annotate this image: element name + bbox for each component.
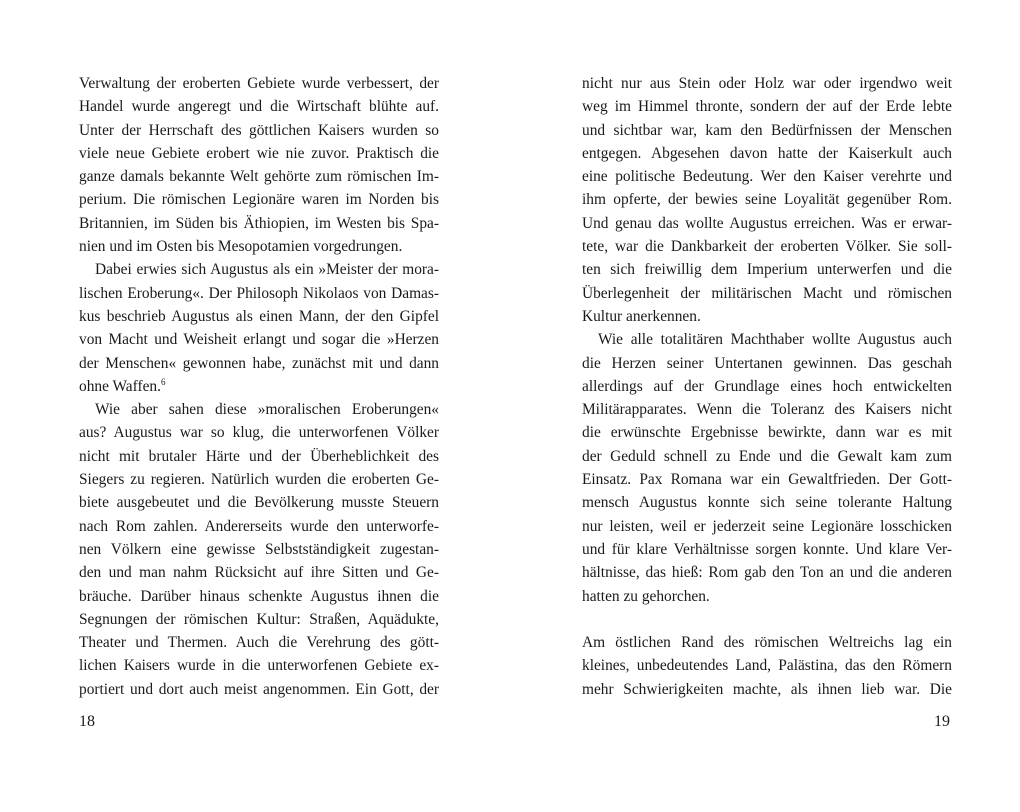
- text-line: [582, 421, 952, 444]
- text-line: [79, 631, 439, 654]
- text-line: [582, 212, 952, 235]
- text-line: [79, 654, 439, 677]
- text-line: [582, 468, 952, 491]
- right-page-number: 19: [934, 713, 950, 730]
- text-line: [79, 491, 439, 514]
- text-line-content: Überlegenheit der militärischen Macht und römischen: [582, 284, 952, 302]
- text-line-content: der Menschen« gewonnen habe, zunächst mit und dann: [79, 354, 439, 372]
- footnote-marker[interactable]: 6: [160, 376, 166, 387]
- text-line-content: portiert und dort auch meist angenommen. Ein Gott, der: [79, 680, 439, 698]
- text-line-content: nen Völkern eine gewisse Selbstständigkeit zugestan-: [79, 540, 439, 558]
- text-line-content: Unter der Herrschaft des göttlichen Kaisers wurden so: [79, 121, 439, 139]
- text-line: [582, 561, 952, 584]
- text-line-content: biete ausgebeutet und die Bevölkerung musste Steuern: [79, 494, 439, 512]
- text-line-content: Handel wurde angeregt und die Wirtschaft blühte auf.: [79, 98, 439, 116]
- right-page-text: [582, 72, 952, 701]
- text-line-content: Einsatz. Pax Romana war ein Gewaltfrieden. Der Gott-: [582, 471, 952, 489]
- text-line-content: kleines, unbedeutendes Land, Palästina, das den Römern: [582, 657, 952, 675]
- text-line: [79, 538, 439, 561]
- text-line-content: von Macht und Weisheit erlangt und sogar die »Herzen: [79, 331, 439, 349]
- text-line-content: der Geduld schnell zu Ende und die Gewalt kam zum: [582, 447, 952, 465]
- text-line: [79, 328, 439, 351]
- text-line-content: mensch Augustus konnte sich seine tolerante Haltung: [582, 494, 952, 512]
- text-line: [582, 678, 952, 701]
- text-line: [582, 165, 952, 188]
- text-line: [582, 235, 952, 258]
- text-line: [79, 282, 439, 305]
- text-line-content: nicht mit brutaler Härte und der Überheblichkeit des: [79, 447, 439, 465]
- text-line-content: nach Rom zahlen. Andererseits wurde den unterworfe-: [79, 517, 439, 535]
- text-line: [79, 421, 439, 444]
- text-line-content: mehr Schwierigkeiten machte, als ihnen lieb war. Die: [582, 680, 952, 698]
- text-line: [79, 305, 439, 328]
- text-line-content: Dabei erwies sich Augustus als ein »Meister der mora-: [95, 261, 439, 279]
- text-line-content: Militärapparates. Wenn die Toleranz des Kaisers nicht: [582, 401, 952, 419]
- text-line: [582, 538, 952, 561]
- text-line: [79, 445, 439, 468]
- text-line-content: Segnungen der römischen Kultur: Straßen, Aquädukte,: [79, 610, 439, 628]
- text-line: [582, 72, 952, 95]
- text-line-content: nien und im Osten bis Mesopotamien vorgedrungen.: [79, 238, 403, 256]
- text-line: [79, 375, 439, 398]
- text-line-content: ten sich freiwillig dem Imperium unterwerfen und die: [582, 261, 952, 279]
- text-line: [79, 398, 439, 421]
- text-line: [582, 585, 952, 608]
- text-line: [79, 468, 439, 491]
- text-line: [582, 188, 952, 211]
- text-line-content: entgegen. Abgesehen davon hatte der Kaiserkult auch: [582, 144, 952, 162]
- text-line: [582, 142, 952, 165]
- text-line-content: Wie aber sahen diese »moralischen Eroberungen«: [95, 401, 439, 419]
- text-line-content: allerdings auf der Grundlage eines hoch entwickelten: [582, 377, 952, 395]
- text-line-content: viele neue Gebiete erobert wie nie zuvor. Praktisch die: [79, 144, 439, 162]
- text-line-content: nicht nur aus Stein oder Holz war oder irgendwo weit: [582, 75, 952, 92]
- text-line: [79, 119, 439, 142]
- text-line-content: und sichtbar war, kam den Bedürfnissen der Menschen: [582, 121, 952, 139]
- paragraph-gap: [582, 608, 952, 631]
- left-page-text: [79, 72, 439, 701]
- text-line-content: Wie alle totalitären Machthaber wollte Augustus auch: [598, 331, 952, 349]
- text-line: [582, 282, 952, 305]
- text-line: [582, 305, 952, 328]
- right-page: [510, 0, 1020, 812]
- text-line-content: Britannien, im Süden bis Äthiopien, im Westen bis Spa-: [79, 214, 439, 232]
- text-line-content: Siegers zu regieren. Natürlich wurden die eroberten Ge-: [79, 471, 439, 489]
- text-line-content: lichen Kaisers wurde in die unterworfenen Gebiete ex-: [79, 657, 439, 675]
- text-line-content: nur leisten, weil er jederzeit seine Legionäre losschicken: [582, 517, 952, 535]
- text-line: [79, 165, 439, 188]
- text-line: [582, 398, 952, 421]
- text-line: [582, 445, 952, 468]
- text-line-content: Kultur anerkennen.: [582, 307, 701, 325]
- text-line: [79, 188, 439, 211]
- text-line: [79, 585, 439, 608]
- text-line: [582, 328, 952, 351]
- text-line-content: Verwaltung der eroberten Gebiete wurde verbessert, der: [79, 75, 439, 92]
- text-line: [582, 95, 952, 118]
- text-line-content: ganze damals bekannte Welt gehörte zum römischen Im-: [79, 168, 439, 186]
- text-line: [79, 561, 439, 584]
- text-line: [582, 654, 952, 677]
- text-line: [79, 142, 439, 165]
- text-line-content: hältnisse, das hieß: Rom gab den Ton an und die anderen: [582, 564, 952, 582]
- text-line-content: bräuche. Darüber hinaus schenkte Augustus ihnen die: [79, 587, 439, 605]
- text-line: [582, 515, 952, 538]
- text-line: [79, 678, 439, 701]
- text-line: [582, 491, 952, 514]
- text-line-content: kus beschrieb Augustus als einen Mann, der den Gipfel: [79, 307, 439, 325]
- text-line-content: Und genau das wollte Augustus erreichen. Was er erwar-: [582, 214, 952, 232]
- text-line: [79, 72, 439, 95]
- text-line-content: Theater und Thermen. Auch die Verehrung des gött-: [79, 634, 439, 652]
- text-line: [79, 352, 439, 375]
- text-line: [582, 352, 952, 375]
- text-line: [582, 119, 952, 142]
- text-line: [582, 375, 952, 398]
- text-line-content: den und man nahm Rücksicht auf ihre Sitten und Ge-: [79, 564, 439, 582]
- text-line-content: die erwünschte Ergebnisse bewirkte, dann war es mit: [582, 424, 952, 442]
- left-page-number: 18: [79, 713, 95, 730]
- text-line-content: eine politische Bedeutung. Wer den Kaiser verehrte und: [582, 168, 952, 186]
- text-line-content: lischen Eroberung«. Der Philosoph Nikolaos von Damas-: [79, 284, 439, 302]
- text-line: [79, 235, 439, 258]
- text-line-content: die Herzen seiner Untertanen gewinnen. Das geschah: [582, 354, 952, 372]
- text-line-content: Am östlichen Rand des römischen Weltreichs lag ein: [582, 634, 952, 652]
- text-line-content: weg im Himmel thronte, sondern der auf der Erde lebte: [582, 98, 952, 116]
- text-line-content: ohne Waffen.: [79, 377, 161, 395]
- text-line-content: perium. Die römischen Legionäre waren im Norden bis: [79, 191, 439, 209]
- text-line-content: und für klare Verhältnisse sorgen konnte. Und klare Ver-: [582, 540, 952, 558]
- text-line-content: aus? Augustus war so klug, die unterworfenen Völker: [79, 424, 439, 442]
- text-line: [79, 212, 439, 235]
- text-line: [79, 608, 439, 631]
- text-line-content: hatten zu gehorchen.: [582, 587, 710, 605]
- text-line: [79, 95, 439, 118]
- text-line: [582, 631, 952, 654]
- text-line: [79, 515, 439, 538]
- text-line-content: ihm opferte, der bewies seine Loyalität gegenüber Rom.: [582, 191, 952, 209]
- text-line: [79, 258, 439, 281]
- text-line-content: tete, war die Dankbarkeit der eroberten Völker. Sie soll-: [582, 238, 952, 256]
- text-line: [582, 258, 952, 281]
